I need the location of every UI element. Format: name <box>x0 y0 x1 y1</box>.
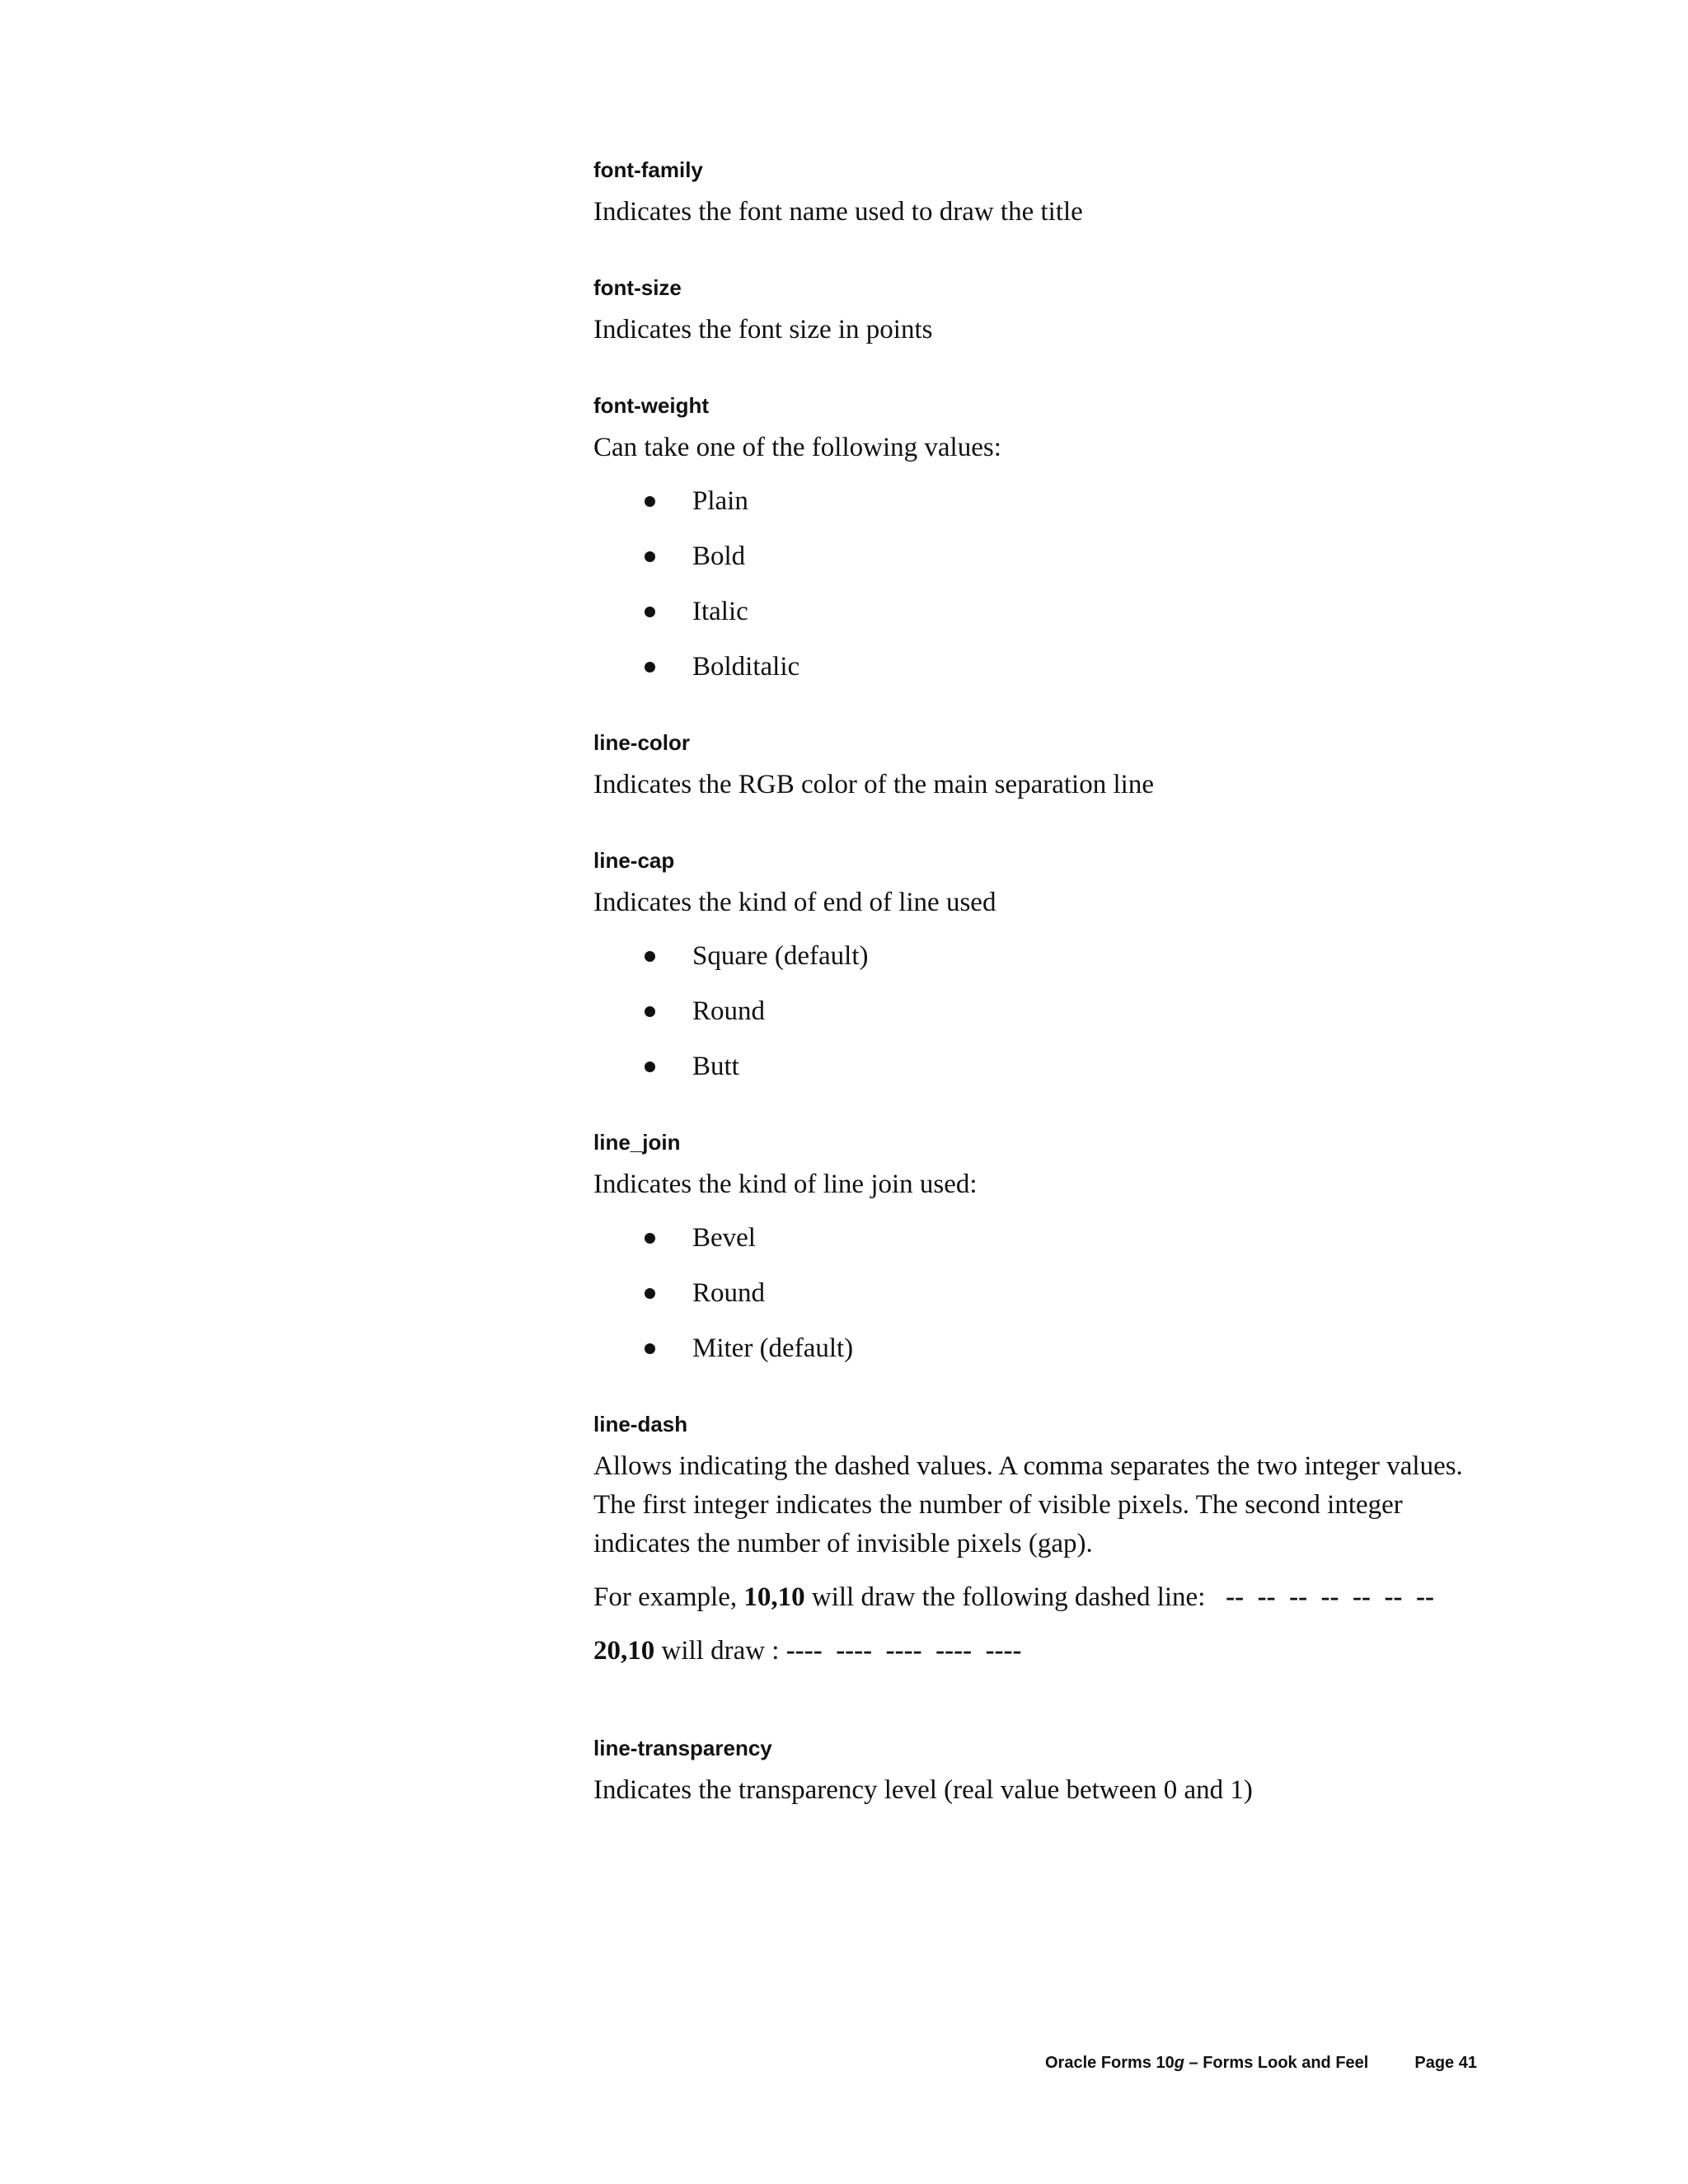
section-text-font-size: Indicates the font size in points <box>593 315 933 344</box>
bullet-icon <box>645 1062 655 1072</box>
dash-example-10-10: For example, 10,10 will draw the following dashed line: -- -- -- -- -- -- -- <box>593 1582 1434 1612</box>
list-item: Round <box>593 992 1500 1031</box>
section-spacer <box>593 1685 1500 1735</box>
footer-title: Oracle Forms 10g – Forms Look and Feel <box>1045 2054 1369 2072</box>
list-item: Plain <box>593 482 1500 521</box>
dashed-line-sample-20-10: ---- ---- ---- ---- ---- <box>785 1636 1022 1666</box>
dash-value-10-10: 10,10 <box>743 1582 805 1612</box>
list-item: Butt <box>593 1047 1500 1086</box>
line-join-values-list <box>593 1219 1500 1368</box>
bullet-icon <box>645 662 655 673</box>
bullet-icon <box>645 1288 655 1299</box>
list-item: Bolditalic <box>593 648 1500 687</box>
page-number: Page 41 <box>1414 2054 1477 2072</box>
section-text-font-family: Indicates the font name used to draw the title <box>593 197 1083 227</box>
section-heading-font-family: font-family <box>593 157 703 182</box>
document-body <box>593 157 1500 1853</box>
section-heading-line-join: line_join <box>593 1130 681 1155</box>
section-heading-font-size: font-size <box>593 275 682 300</box>
bullet-icon <box>645 1233 655 1244</box>
section-text-font-weight: Can take one of the following values: <box>593 433 1001 462</box>
bullet-icon <box>645 1006 655 1017</box>
section-heading-line-dash: line-dash <box>593 1412 688 1436</box>
list-item: Square (default) <box>593 937 1500 976</box>
section-heading-line-color: line-color <box>593 730 691 755</box>
bullet-icon <box>645 551 655 562</box>
bullet-icon <box>645 496 655 507</box>
line-cap-values-list <box>593 937 1500 1086</box>
list-item: Round <box>593 1274 1500 1313</box>
section-text-line-join: Indicates the kind of line join used: <box>593 1169 978 1199</box>
section-heading-font-weight: font-weight <box>593 393 710 418</box>
font-weight-values-list <box>593 482 1500 687</box>
bullet-icon <box>645 1343 655 1354</box>
section-text-line-transparency: Indicates the transparency level (real value between 0 and 1) <box>593 1775 1253 1805</box>
section-heading-line-transparency: line-transparency <box>593 1736 772 1760</box>
list-item: Bold <box>593 537 1500 576</box>
section-text-line-color: Indicates the RGB color of the main separation line <box>593 770 1154 799</box>
section-text-line-dash: Allows indicating the dashed values. A comma separates the two integer values. The first integer indicates the number of visible pixels. The second integer indicates the number of invisible pixels (gap). <box>593 1451 1463 1558</box>
section-text-line-cap: Indicates the kind of end of line used <box>593 888 996 917</box>
bullet-icon <box>645 607 655 617</box>
dash-example-20-10: 20,10 will draw : ---- ---- ---- ---- ---- <box>593 1636 1022 1666</box>
section-heading-line-cap: line-cap <box>593 848 675 873</box>
dash-value-20-10: 20,10 <box>593 1636 655 1666</box>
dashed-line-sample-10-10: -- -- -- -- -- -- -- <box>1205 1582 1434 1612</box>
list-item: Bevel <box>593 1219 1500 1258</box>
page-footer <box>1045 2052 1477 2074</box>
bullet-icon <box>645 951 655 962</box>
list-item: Miter (default) <box>593 1329 1500 1368</box>
list-item: Italic <box>593 593 1500 631</box>
